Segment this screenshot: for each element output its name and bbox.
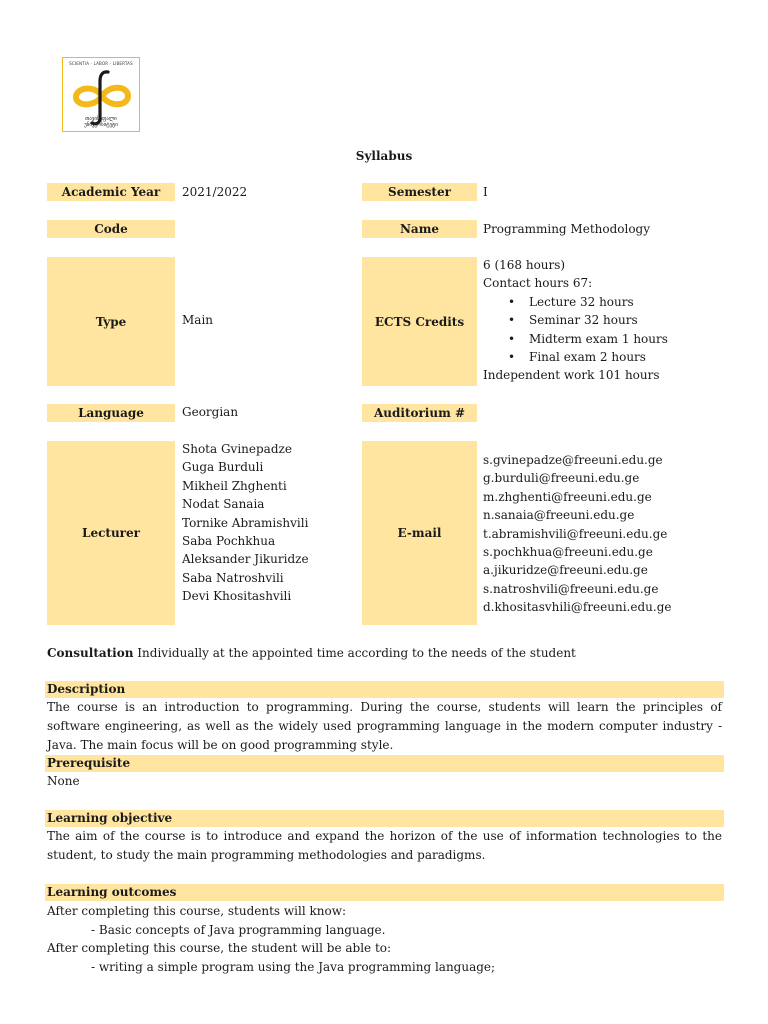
type-label: Type — [47, 257, 175, 386]
university-logo — [62, 57, 140, 132]
semester-value: I — [483, 185, 488, 199]
type-value: Main — [182, 313, 214, 327]
prerequisite-text: None — [47, 774, 80, 788]
list-item: Saba Pochkhua — [182, 534, 276, 549]
course-name-value: Programming Methodology — [483, 222, 651, 236]
language-value: Georgian — [182, 405, 239, 419]
auditorium-label: Auditorium # — [362, 404, 477, 422]
learning-outcomes-heading: Learning outcomes — [45, 884, 724, 901]
name-label: Name — [362, 220, 477, 238]
description-heading: Description — [45, 681, 724, 698]
logo-motto: SCIENTIA · LABOR · LIBERTAS — [69, 61, 133, 66]
outcomes-intro-knowledge: After completing this course, students will know: — [47, 904, 347, 918]
consultation-text: Individually at the appointed time according to the needs of the student — [137, 646, 576, 660]
list-item: • Lecture 32 hours — [529, 293, 723, 311]
list-item: Aleksander Jikuridze — [182, 552, 309, 567]
ects-contact-hours: Contact hours 67: — [483, 276, 593, 291]
email-label: E-mail — [362, 441, 477, 625]
email-link[interactable]: a.jikuridze@freeuni.edu.ge — [483, 563, 648, 578]
email-link[interactable]: t.abramishvili@freeuni.edu.ge — [483, 526, 668, 541]
consultation — [47, 644, 576, 662]
learning-objective-text: The aim of the course is to introduce and expand the horizon of the use of information technologies to the student, to study the main programming methodologies and paradigms. — [47, 829, 722, 862]
list-item: Saba Natroshvili — [182, 570, 284, 585]
logo-university-name: თავისუფალი უნივერსიტეტი — [84, 116, 118, 128]
email-link[interactable]: n.sanaia@freeuni.edu.ge — [483, 508, 635, 523]
email-link[interactable]: g.burduli@freeuni.edu.ge — [483, 471, 640, 486]
outcomes-intro-skills: After completing this course, the student will be able to: — [47, 941, 392, 955]
semester-label: Semester — [362, 183, 477, 201]
code-label: Code — [47, 220, 175, 238]
list-item: Mikheil Zhghenti — [182, 478, 287, 493]
language-label: Language — [47, 404, 175, 422]
ects-total: 6 (168 hours) — [483, 258, 566, 272]
page-title: Syllabus — [355, 149, 413, 163]
list-item: Tornike Abramishvili — [182, 515, 309, 530]
ects-label: ECTS Credits — [362, 257, 477, 386]
list-item: Devi Khositashvili — [182, 589, 292, 604]
list-item: Shota Gvinepadze — [182, 442, 292, 456]
list-item: • Final exam 2 hours — [529, 348, 723, 366]
list-item: Guga Burduli — [182, 460, 264, 475]
list-item: • Seminar 32 hours — [529, 311, 723, 329]
lecturer-list — [182, 440, 309, 606]
list-item: Nodat Sanaia — [182, 497, 265, 512]
academic-year-label: Academic Year — [47, 183, 175, 201]
email-list — [483, 451, 671, 617]
email-link[interactable]: s.gvinepadze@freeuni.edu.ge — [483, 453, 663, 467]
description-text: The course is an introduction to programming. During the course, students will learn the principles of software engineering, as well as the widely used programming language in the modern computer industry - Java. The main focus will be on good programming style. — [47, 700, 722, 752]
prerequisite-heading: Prerequisite — [45, 755, 724, 772]
email-link[interactable]: s.pochkhua@freeuni.edu.ge — [483, 545, 653, 560]
email-link[interactable]: m.zhghenti@freeuni.edu.ge — [483, 489, 652, 504]
ects-details — [483, 256, 723, 385]
lecturer-label: Lecturer — [47, 441, 175, 625]
list-item: - Basic concepts of Java programming language. — [91, 922, 386, 937]
email-link[interactable]: s.natroshvili@freeuni.edu.ge — [483, 581, 659, 596]
academic-year-value: 2021/2022 — [182, 185, 248, 199]
consultation-label: Consultation — [47, 646, 134, 660]
email-link[interactable]: d.khositasvhili@freeuni.edu.ge — [483, 600, 672, 615]
learning-outcomes-text — [47, 902, 722, 976]
ects-breakdown-list — [483, 293, 723, 367]
list-item: • Midterm exam 1 hours — [529, 330, 723, 348]
list-item: - writing a simple program using the Java programming language; — [91, 959, 496, 974]
ects-independent-work: Independent work 101 hours — [483, 368, 660, 383]
learning-objective-heading: Learning objective — [45, 810, 724, 827]
